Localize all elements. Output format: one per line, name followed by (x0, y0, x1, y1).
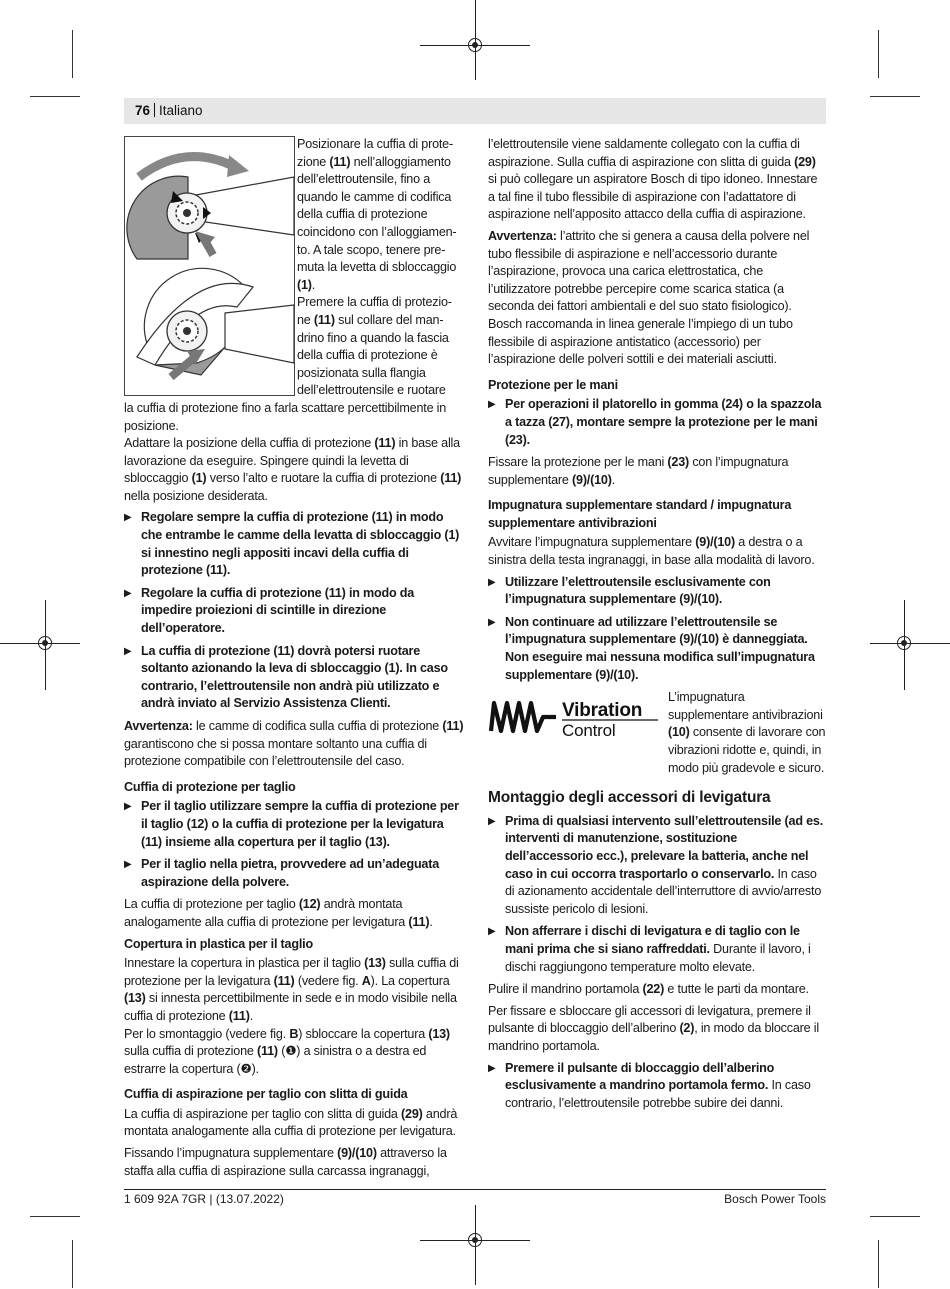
hand-guard-paragraph: Fissare la protezione per le mani (23) con l’impugnatura supplementare (9)/(10). (488, 455, 789, 487)
crop-mark (30, 96, 80, 97)
bullet-triangle-icon: ▶ (124, 587, 132, 599)
list-item: ▶ Regolare la cuffia di protezione (11) in modo da impedire proiezioni di scintille in direzione dell’operatore. (124, 585, 415, 636)
bullet-triangle-icon: ▶ (488, 399, 496, 411)
bullet-triangle-icon: ▶ (488, 815, 496, 827)
suction-continued-paragraph: l’elettroutensile viene saldamente collegato con la cuffia di aspirazione. Sulla cuffia di aspirazione con slitta di guida (29) si può collegare un aspiratore Bosch di tipo idoneo. Innestare a tal fine il tubo flessibile di aspirazione con l’adattatore di aspirazione nell’apposito attacco della cuffia di aspirazione. (488, 137, 818, 222)
list-item: ▶ Per il taglio utilizzare sempre la cuffia di protezione per il taglio (12) o la cuffia di protezione per la levigatura (11) insieme alla copertura per il taglio (13). (124, 799, 459, 849)
page-header-bar (124, 98, 826, 124)
list-item: ▶ Non afferrare i dischi di levigatura e di taglio con le mani prima che si siano raffreddati. Durante il lavoro, i dischi raggiungono temperature molto elevate. (488, 924, 811, 974)
section-heading: Copertura in plastica per il taglio (124, 936, 313, 951)
language-label: Italiano (159, 103, 203, 118)
list-item: ▶ Premere il pulsante di bloccaggio dell’alberino esclusivamente a mandrino portamola fermo. In caso contrario, l’elettroutensile potrebbe subire dei danni. (488, 1060, 811, 1110)
fig-intro-text: Posizionare la cuffia di prote- zione (11) nell’alloggiamento dell’elettroutensile, fino a quando le camme di codifica della cuffia di protezione coincidono con l’alloggiamen- to. A tale scopo, tenere pre- muta la levetta di sbloccaggio (1). (297, 137, 457, 292)
page-header (135, 103, 203, 118)
bullet-triangle-icon: ▶ (124, 645, 132, 657)
plastic-cover-paragraph: Innestare la copertura in plastica per il taglio (13) sulla cuffia di protezione per la levigatura (11) (vedere fig. A). La copertura (13) si innesta percettibilmente in sede e in modo visibile nella cuffia di protezione (11). (124, 956, 459, 1023)
crop-mark (870, 1216, 920, 1217)
crop-mark (878, 1240, 879, 1288)
clean-paragraph: Pulire il mandrino portamola (22) e tutte le parti da montare. (488, 982, 809, 997)
vibration-control-logo (488, 691, 660, 767)
header-separator (154, 103, 155, 117)
guard-illustration (125, 137, 294, 395)
guard-mounting-figure (124, 136, 295, 396)
vibration-wave-icon (491, 703, 556, 731)
suction-paragraph: La cuffia di aspirazione per taglio con slitta di guida (29) andrà montata analogamente alla cuffia di protezione per levigatura. (124, 1106, 458, 1139)
bullet-triangle-icon: ▶ (124, 859, 132, 871)
footer-brand: Bosch Power Tools (724, 1192, 826, 1206)
fixing-paragraph: Fissando l’impugnatura supplementare (9)/(10) attraverso la staffa alla cuffia di aspirazione sulla carcassa ingranaggi, (124, 1146, 447, 1178)
rotate-arrow-icon (139, 157, 235, 177)
list-item: ▶ Utilizzare l’elettroutensile esclusivamente con l’impugnatura supplementare (9)/(10). (488, 574, 771, 607)
registration-target-icon (468, 38, 482, 52)
footer-doc-id: 1 609 92A 7GR | (13.07.2022) (124, 1192, 284, 1206)
logo-word-vibration: Vibration (562, 700, 643, 722)
section-heading: Protezione per le mani (488, 377, 618, 392)
handle-paragraph: Avvitare l’impugnatura supplementare (9)/(10) a destra o a sinistra della testa ingranaggi, in base alla modalità di lavoro. (488, 535, 815, 568)
crop-mark (72, 1240, 73, 1288)
bullet-triangle-icon: ▶ (124, 801, 132, 813)
static-warning-paragraph: Avvertenza: l’attrito che si genera a causa della polvere nel tubo flessibile di aspirazione e nell’accessorio durante l’aspirazione, provoca una carica elettrostatica, che l’utilizzatore potrebbe percepire come scarica statica (a seconda dei fattori ambientali e del suo stato fisiologico). Bosch raccomanda in linea generale l’impiego di un tubo flessibile di aspirazione antistatico (accessorio) per l’aspirazione delle polveri sottili e dei materiali asciutti. (488, 228, 810, 367)
crop-mark (72, 30, 73, 78)
lock-paragraph: Per fissare e sbloccare gli accessori di levigatura, premere il pulsante di bloccaggio dell’alberino (2), in modo da bloccare il mandrino portamola. (488, 1003, 819, 1053)
registration-target-icon (897, 636, 911, 650)
list-item: ▶ Prima di qualsiasi intervento sull’elettroutensile (ad es. interventi di manutenzione, sostituzione dell’accessorio ecc.), prelevare la batteria, anche nel caso in cui occorra trasportarlo o conservarlo. In caso di azionamento accidentale dell’interruttore di avvio/arresto sussiste pericolo di lesioni. (488, 813, 824, 916)
list-item: ▶ Non continuare ad utilizzare l’elettroutensile se l’impugnatura supplementare (9)/(10) è danneggiata. Non eseguire mai nessuna modifica sull’impugnatura supplementare (9)/(10). (488, 614, 815, 682)
page-number: 76 (135, 103, 151, 118)
bullet-triangle-icon: ▶ (488, 1062, 496, 1074)
list-item: ▶ Per il taglio nella pietra, provvedere ad un’adeguata aspirazione della polvere. (124, 857, 440, 889)
crop-mark (870, 96, 920, 97)
cut-guard-paragraph: La cuffia di protezione per taglio (12) andrà montata analogamente alla cuffia di protezione per levigatura (11). (124, 897, 433, 929)
footer-rule (124, 1189, 826, 1190)
fig-press-text: Premere la cuffia di protezio- ne (11) sul collare del man- drino fino a quando la fascia della cuffia di protezione è posizionata sulla flangia dell’elettroutensile e ruotare la cuffia di protezione fino a farla scattare percettibilmente in posizione. (124, 295, 452, 433)
removal-paragraph: Per lo smontaggio (vedere fig. B) sbloccare la copertura (13) sulla cuffia di protezione (11) (❶) a sinistra o a destra ed estrarre la copertura (❷). (124, 1026, 450, 1076)
list-item: ▶ Per operazioni il platorello in gomma (24) o la spazzola a tazza (27), montare sempre la protezione per le mani (23). (488, 397, 822, 447)
list-item: ▶ La cuffia di protezione (11) dovrà potersi ruotare soltanto azionando la leva di sbloccaggio (1). In caso contrario, l’elettroutensile non andrà più utilizzato e andrà inviato al Servizio Assistenza Clienti. (124, 643, 448, 711)
crop-mark (30, 1216, 80, 1217)
section-heading: Impugnatura supplementare standard / impugnatura supplementare antivibrazioni (488, 498, 792, 530)
registration-target-icon (38, 636, 52, 650)
section-heading: Cuffia di aspirazione per taglio con slitta di guida (124, 1087, 408, 1102)
list-item: ▶ Regolare sempre la cuffia di protezione (11) in modo che entrambe le camme della levatta di sbloccaggio (1) si innestino negli appositi incavi della cuffia di protezione (11). (124, 510, 460, 578)
bullet-triangle-icon: ▶ (488, 576, 496, 588)
logo-word-control: Control (562, 721, 616, 741)
right-column (488, 136, 826, 1117)
section-heading: Montaggio degli accessori di levigatura (488, 789, 771, 807)
bullet-triangle-icon: ▶ (488, 926, 496, 938)
warning-paragraph: Avvertenza: le camme di codifica sulla cuffia di protezione (11) garantiscono che si possa montare soltanto una cuffia di protezione compatibile con l’elettroutensile del caso. (124, 719, 464, 769)
vibration-paragraph: L’impugnatura supplementare antivibrazioni (10) consente di lavorare con vibrazioni ridotte e, quindi, in modo più gradevole e sicuro. (668, 690, 826, 775)
bullet-triangle-icon: ▶ (488, 616, 496, 628)
section-heading: Cuffia di protezione per taglio (124, 779, 296, 794)
registration-target-icon (468, 1233, 482, 1247)
left-column (124, 136, 464, 1184)
bullet-triangle-icon: ▶ (124, 512, 132, 524)
adapt-paragraph: Adattare la posizione della cuffia di protezione (11) in base alla lavorazione da eseguire. Spingere quindi la levetta di sbloccaggio (1) verso l’alto e ruotare la cuffia di protezione (11) nella posizione desiderata. (124, 436, 462, 503)
crop-mark (878, 30, 879, 78)
